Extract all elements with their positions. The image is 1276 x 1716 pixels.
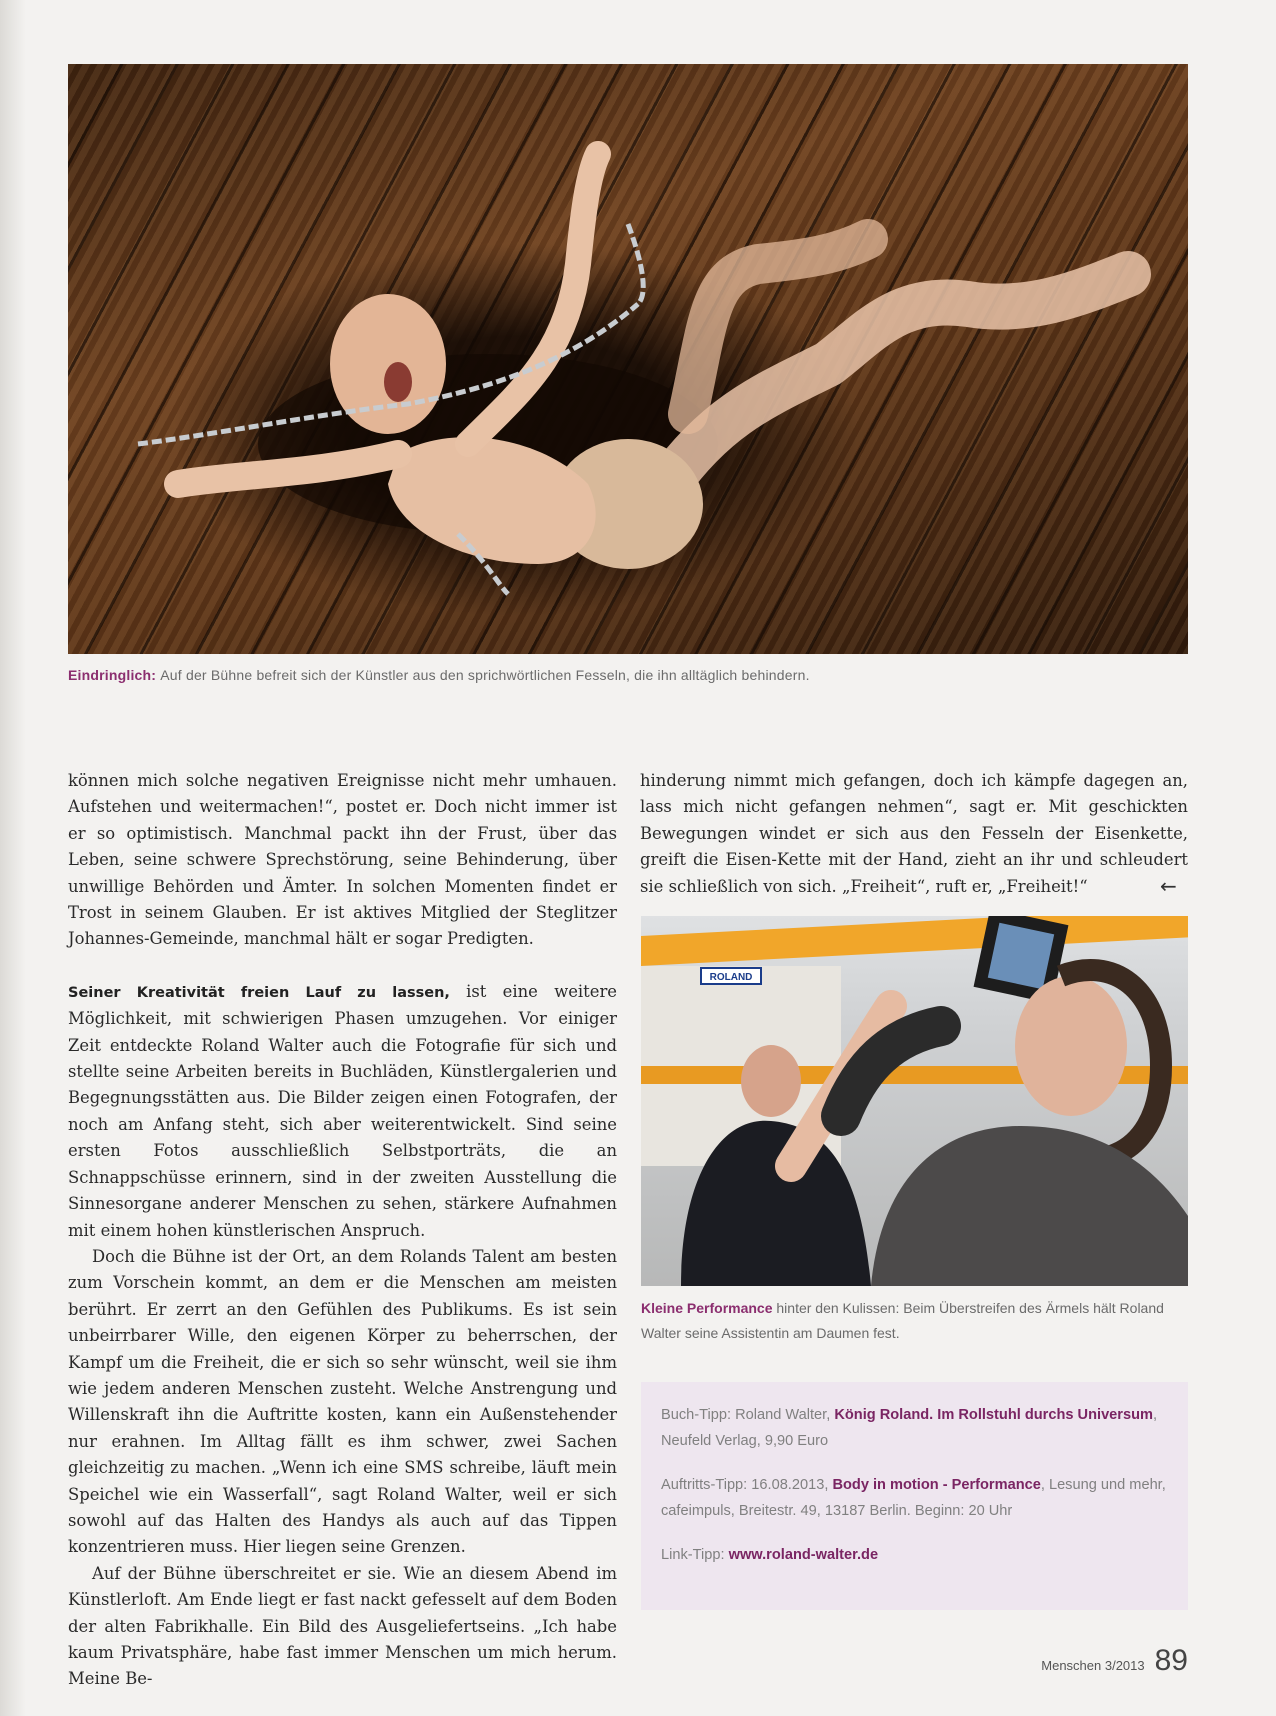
backstage-caption-text: hinter den Kulissen: Beim Überstreifen des Ärmels hält Roland Walter seine Assistentin am Daumen fest. xyxy=(641,1300,1164,1341)
article-paragraph xyxy=(68,979,617,1244)
top-photo-caption-lead: Eindringlich: xyxy=(68,667,157,683)
performer-illustration xyxy=(68,64,1188,654)
show-tip-label: Auftritts-Tipp: 16.08.2013, xyxy=(661,1477,829,1493)
paragraph-lead-in: Seiner Kreativität freien Lauf zu lassen, xyxy=(68,984,450,1001)
backstage-photo-caption xyxy=(641,1296,1188,1346)
link-tip-url[interactable]: www.roland-walter.de xyxy=(728,1547,879,1563)
article-paragraph: Doch die Bühne ist der Ort, an dem Rolands Talent am besten zum Vorschein kommt, an dem er die Menschen am meisten berührt. Er zerrt an den Gefühlen des Publikums. Es ist sein unbeirrbarer Wille, den eigenen Körper zu beherrschen, der Kampf um die Freiheit, die er sich so sehr wünscht, weil sie ihm wie jedem anderen Menschen zusteht. Welche Anstrengung und Willenskraft ihn die Auftritte kosten, kann ein Außenstehender nur erahnen. Im Alltag fällt es ihm schwer, zwei Sachen gleichzeitig zu machen. „Wenn ich eine SMS schreibe, läuft mein Speichel wie ein Wasserfall“, sagt Roland Walter, weil er sich sowohl auf das Halten des Handys als auch auf das Tippen konzentrieren muss. Hier liegen seine Grenzen. xyxy=(68,1246,617,1557)
book-tip xyxy=(661,1402,1170,1454)
page-number: 89 xyxy=(1154,1644,1188,1677)
tips-box xyxy=(641,1382,1188,1610)
book-tip-title: König Roland. Im Rollstuhl durchs Universum xyxy=(834,1407,1153,1423)
top-photo-caption-text: Auf der Bühne befreit sich der Künstler aus den sprichwörtlichen Fesseln, die ihn alltäglich behindern. xyxy=(160,667,810,683)
book-tip-label: Buch-Tipp: Roland Walter, xyxy=(661,1407,831,1423)
show-tip xyxy=(661,1472,1170,1524)
issue-label: Menschen 3/2013 xyxy=(1041,1658,1145,1673)
article-paragraph: hinderung nimmt mich gefangen, doch ich kämpfe dagegen an, lass mich nicht gefangen nehmen“, sagt er. Mit geschickten Bewegungen windet er sich aus den Fesseln der Eisenkette, greift die Eisen-Kette mit der Hand, zieht an ihr und schleudert sie schließlich von sich. „Freiheit“, ruft er, „Freiheit!“ xyxy=(640,771,1188,896)
article-paragraph: Auf der Bühne überschreitet er sie. Wie an diesem Abend im Künstlerloft. Am Ende liegt er fast nackt gefesselt auf dem Boden der alten Fabrikhalle. Ein Bild des Ausgeliefertseins. „Ich habe kaum Privatsphäre, habe fast immer Menschen um mich herum. Meine Be- xyxy=(68,1563,617,1689)
article-right-column xyxy=(640,768,1188,900)
show-tip-details: , Lesung und mehr, cafeimpuls, Breitestr. 49, 13187 Berlin. Beginn: 20 Uhr xyxy=(661,1477,1166,1519)
show-tip-title: Body in motion - Performance xyxy=(832,1477,1041,1493)
paragraph-text: ist eine weitere Möglichkeit, mit schwierigen Phasen umzugehen. Vor einiger Zeit entdeckte Roland Walter auch die Fotografie für sich und stellte seine Arbeiten bereits in Buchläden, Künstlergalerien und Begegnungsstätten aus. Die Bilder zeigen einen Fotografen, der noch am Anfang steht, sich aber weiterentwickelt. Sind seine ersten Fotos ausschließlich Selbstporträts, die an Schnappschüsse erinnern, sind in der zweiten Ausstellung die Sinnesorgane anderer Menschen zu sehen, stärkere Aufnahmen mit einem hohen künstlerischen Anspruch. xyxy=(68,981,617,1240)
performance-photo xyxy=(68,64,1188,654)
book-tip-details: , Neufeld Verlag, 9,90 Euro xyxy=(661,1407,1158,1449)
backstage-caption-lead: Kleine Performance xyxy=(641,1300,773,1316)
link-tip xyxy=(661,1542,1170,1568)
top-photo-caption xyxy=(68,667,1188,683)
backstage-illustration xyxy=(641,916,1188,1286)
page-gutter-shadow xyxy=(0,0,26,1716)
roland-sign-text: ROLAND xyxy=(709,972,753,983)
backstage-photo xyxy=(641,916,1188,1286)
link-tip-label: Link-Tipp: xyxy=(661,1547,725,1563)
end-arrow-icon: ← xyxy=(1160,874,1177,898)
article-left-column xyxy=(68,768,617,1693)
page-footer xyxy=(1041,1644,1188,1678)
article-paragraph: können mich solche negativen Ereignisse nicht mehr umhauen. Aufstehen und weitermachen!“, postet er. Doch nicht immer ist er so optimistisch. Manchmal packt ihn der Frust, über das Leben, seine schwere Sprechstörung, seine Behinderung, über unwillige Behörden und Ämter. In solchen Momenten findet er Trost in seinem Glauben. Er ist aktives Mitglied der Steglitzer Johannes-Gemeinde, manchmal hält er sogar Predigten. xyxy=(68,771,617,949)
